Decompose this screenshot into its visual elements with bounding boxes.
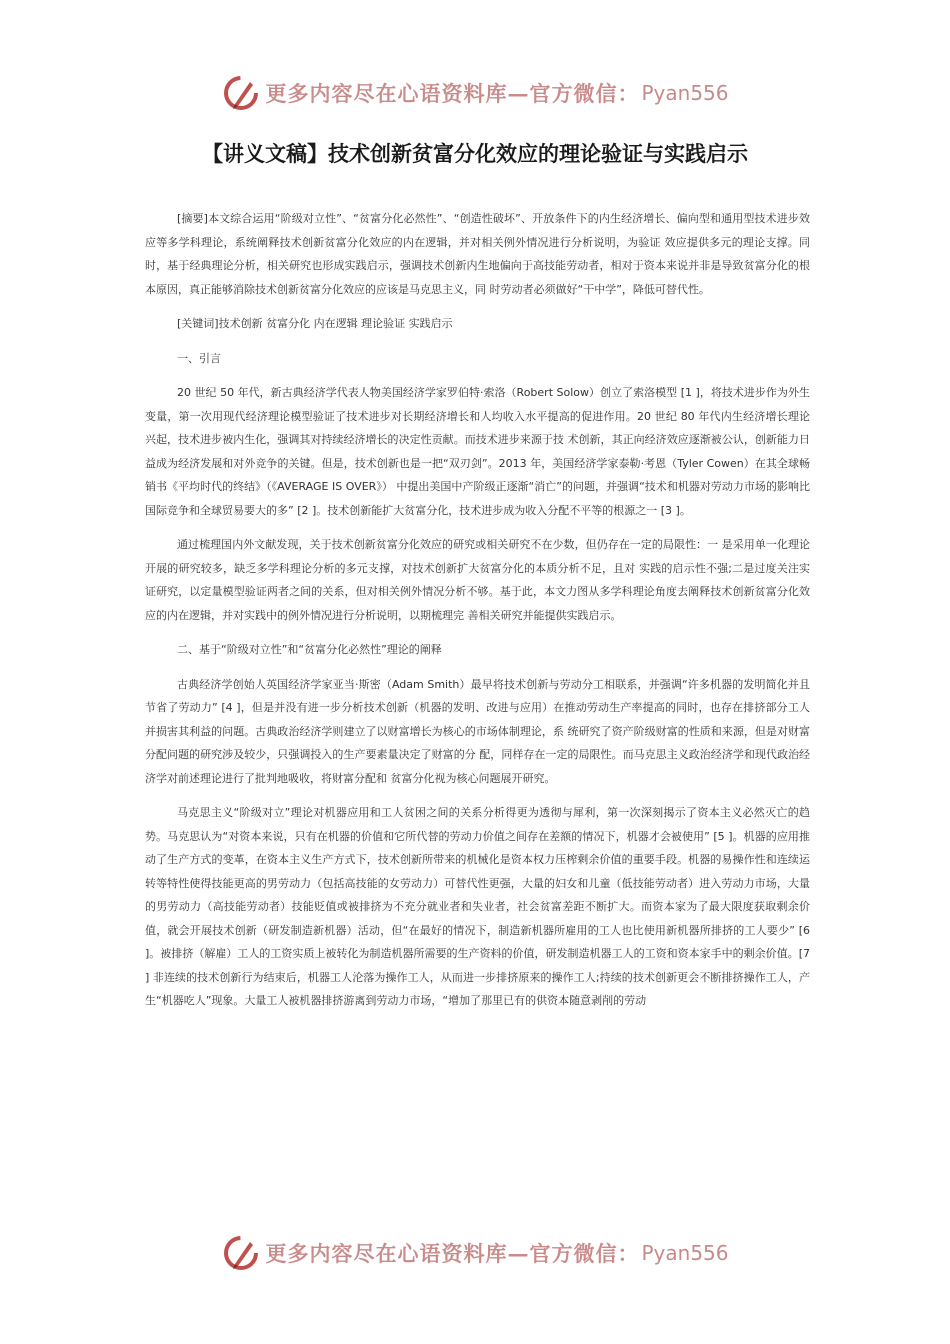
section-heading: 一、引言 bbox=[177, 351, 221, 365]
wechat-id: Pyan556 bbox=[641, 1241, 729, 1265]
pen-logo-icon bbox=[221, 1233, 261, 1273]
banner-text: 更多内容尽在心语资料库—官方微信： bbox=[265, 81, 640, 106]
header-banner bbox=[0, 68, 950, 118]
pen-logo-icon bbox=[221, 73, 261, 113]
section-heading: 二、基于“阶级对立性”和“贫富分化必然性”理论的阐释 bbox=[177, 643, 442, 656]
body-paragraph: 通过梳理国内外文献发现，关于技术创新贫富分化效应的研究或相关研究不在少数，但仍存在一定的局限性：一 是采用单一化理论开展的研究较多，缺乏多学科理论分析的多元支撑，对技术创新扩大贫富分化的本质分析不足，且对 实践的启示性不强;二是过度关注实证研究，以定量模型验证两者之间的关系，但对相关例外情况分析不够。基于此，本文力图从多学科理论角度去阐释技术创新贫富分化效应的内在逻辑，并对实践中的例外情况进行分析说明，以期梳理完 善相关研究并能提供实践启示。 bbox=[145, 538, 810, 622]
document-title: 【讲义文稿】技术创新贫富分化效应的理论验证与实践启示 bbox=[202, 142, 748, 166]
abstract-paragraph: [摘要]本文综合运用“阶级对立性”、“贫富分化必然性”、“创造性破坏”、开放条件下的内生经济增长、偏向型和通用型技术进步效应等多学科理论，系统阐释技术创新贫富分化效应的内在逻辑，并对相关例外情况进行分析说明，为验证 效应提供多元的理论支撑。同时，基于经典理论分析，相关研究也形成实践启示，强调技术创新内生地偏向于高技能劳动者，相对于资本来说并非是导致贫富分化的根本原因，真正能够消除技术创新贫富分化效应的应该是马克思主义，同 时劳动者必须做好“干中学”，降低可替代性。 bbox=[145, 212, 810, 296]
body-paragraph: 马克思主义“阶级对立”理论对机器应用和工人贫困之间的关系分析得更为透彻与犀利，第一次深刻揭示了资本主义必然灭亡的趋势。马克思认为“对资本来说，只有在机器的价值和它所代替的劳动力价值之间存在差额的情况下，机器才会被使用” [5 ]。机器的应用推动了生产方式的变革，在资本主义生产方式下，技术创新所带来的机械化是资本权力压榨剩余价值的重要手段。机器的易操作性和连续运转等特性使得技能更高的男劳动力（包括高技能的女劳动力）可替代性更强，大量的妇女和儿童（低技能劳动者）进入劳动力市场，大量的男劳动力（高技能劳动者）技能贬值或被排挤为不充分就业者和失业者，社会贫富差距不断扩大。而资本家为了最大限度获取剩余价值，就会开展技术创新（研发制造新机器）活动，但“在最好的情况下，制造新机器所雇用的工人也比使用新机器所排挤的工人要少” [6 ]。被排挤（解雇）工人的工资实质上被转化为制造机器所需要的生产资料的价值，研发制造机器工人的工资和资本家手中的剩余价值。[7 ] 非连续的技术创新行为结束后，机器工人沦落为操作工人，从而进一步排挤原来的操作工人;持续的技术创新更会不断排挤操作工人，产生“机器吃人”现象。大量工人被机器排挤游离到劳动力市场，“增加了那里已有的供资本随意剥削的劳动 bbox=[145, 806, 810, 1007]
body-paragraph: 古典经济学创始人英国经济学家亚当·斯密（Adam Smith）最早将技术创新与劳动分工相联系，并强调“许多机器的发明简化并且节省了劳动力” [4 ]，但是并没有进一步分析技术创新（机器的发明、改进与应用）在推动劳动生产率提高的同时，也存在排挤部分工人并损害其利益的问题。古典政治经济学则建立了以财富增长为核心的市场体制理论，系 统研究了资产阶级财富的性质和来源，但是对财富分配问题的研究涉及较少，只强调投入的生产要素量决定了财富的分 配，同样存在一定的局限性。而马克思主义政治经济学和现代政治经济学对前述理论进行了批判地吸收，将财富分配和 贫富分化视为核心问题展开研究。 bbox=[145, 677, 810, 785]
keywords-paragraph: [关键词]技术创新 贫富分化 内在逻辑 理论验证 实践启示 bbox=[177, 317, 453, 330]
banner-text: 更多内容尽在心语资料库—官方微信： bbox=[265, 1241, 640, 1266]
wechat-id: Pyan556 bbox=[641, 81, 729, 105]
document-body bbox=[145, 207, 810, 1024]
body-paragraph: 20 世纪 50 年代，新古典经济学代表人物美国经济学家罗伯特·索洛（Robert Solow）创立了索洛模型 [1 ]，将技术进步作为外生变量，第一次用现代经济理论模型验证了技术进步对长期经济增长和人均收入水平提高的促进作用。20 世纪 80 年代内生经济增长理论兴起，技术进步被内生化，强调其对持续经济增长的决定性贡献。而技术进步来源于技 术创新，其正向经济效应逐渐被公认，创新能力日益成为经济发展和对外竞争的关键。但是，技术创新也是一把“双刃剑”。2013 年，美国经济学家泰勒·考恩（Tyler Cowen）在其全球畅销书《平均时代的终结》（《AVERAGE IS OVER》） 中提出美国中产阶级正逐渐“消亡”的问题，并强调“技术和机器对劳动力市场的影响比国际竞争和全球贸易要大的多” [2 ]。技术创新能扩大贫富分化，技术进步成为收入分配不平等的根源之一 [3 ]。 bbox=[145, 386, 810, 517]
footer-banner bbox=[0, 1228, 950, 1278]
